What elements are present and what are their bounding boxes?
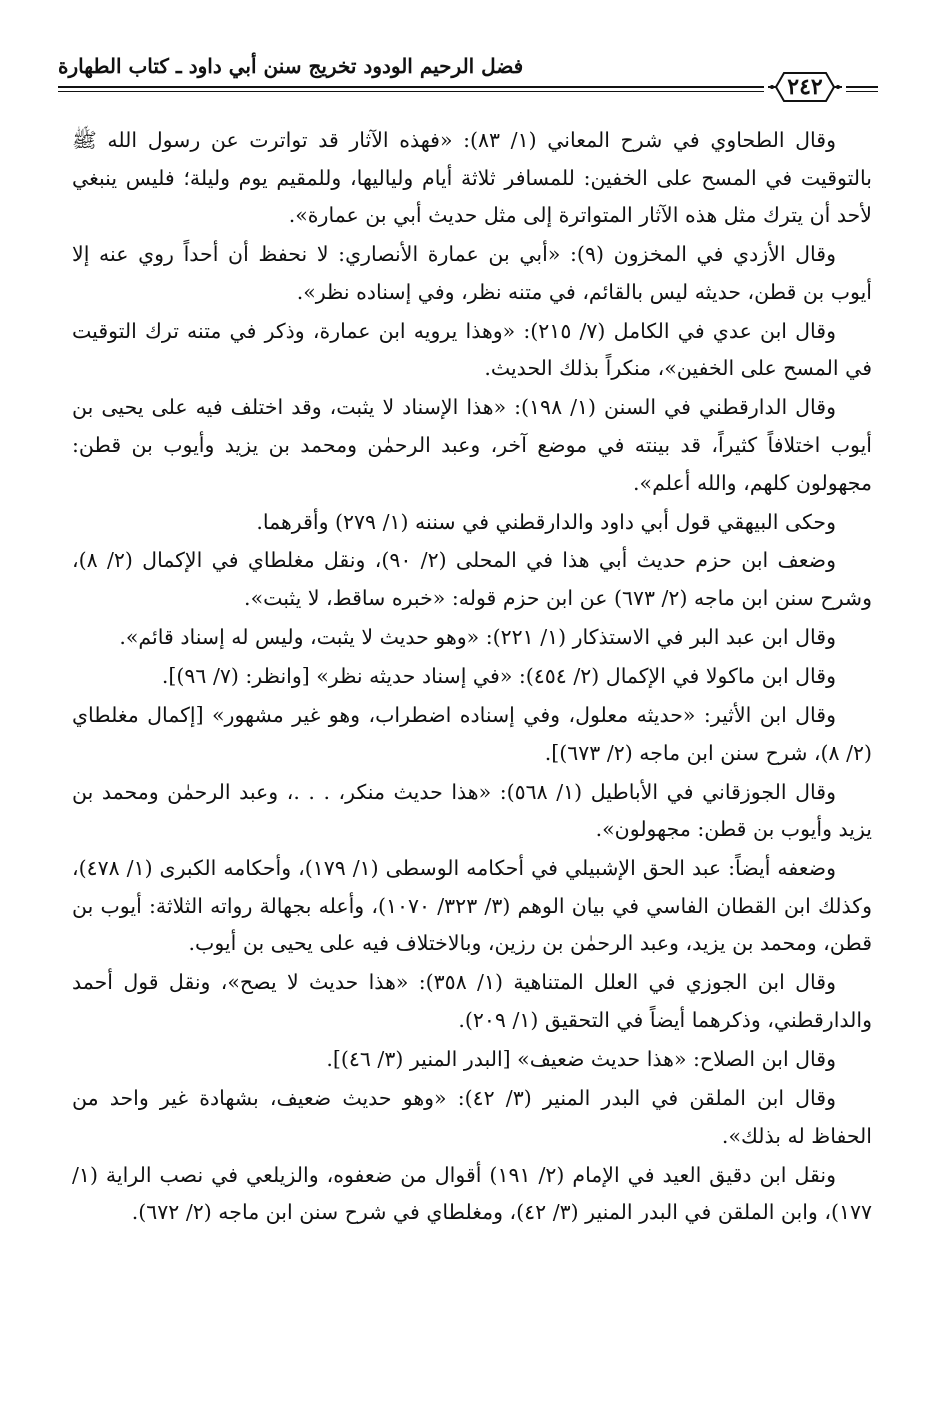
paragraph-7: وقال ابن عبد البر في الاستذكار (١/ ٢٢١): «وهو حديث لا يثبت، وليس له إسناد قائم». [119, 625, 836, 650]
page-number-ornament [768, 70, 842, 104]
page-number: ٢٤٢ [787, 74, 823, 100]
header-rule-tail [846, 86, 878, 88]
running-title: فضل الرحيم الودود تخريج سنن أبي داود ـ كتاب الطهارة [58, 54, 524, 78]
paragraph-2: وقال الأزدي في المخزون (٩): «أبي بن عمارة الأنصاري: لا نحفظ أن أحداً روي عنه إلا أيوب بن قطن، حديثه ليس بالقائم، في متنه نظر، وفي إسناده نظر». [72, 242, 872, 304]
header-rule-bottom [58, 91, 764, 92]
header-rule-top [58, 86, 764, 88]
page-header [58, 46, 878, 106]
paragraph-10: وقال الجوزقاني في الأباطيل (١/ ٥٦٨): «هذا حديث منكر، . . .، وعبد الرحمٰن ومحمد بن يزيد وأيوب بن قطن: مجهولون». [72, 779, 872, 842]
paragraph-4: وقال الدارقطني في السنن (١/ ١٩٨): «هذا الإسناد لا يثبت، وقد اختلف فيه على يحيى بن أيوب اختلافاً كثيراً، قد بينته في موضع آخر، وعبد الرحمٰن ومحمد بن يزيد وأيوب بن قطن: مجهولون كلهم، والله أعلم». [72, 395, 872, 495]
paragraph-9: وقال ابن الأثير: «حديثه معلول، وفي إسناده اضطراب، وهو غير مشهور» [إكمال مغلطاي (٢/ ٨)، شرح سنن ابن ماجه (٢/ ٦٧٣)]. [72, 703, 872, 765]
paragraph-1: وقال الطحاوي في شرح المعاني (١/ ٨٣): «فهذه الآثار قد تواترت عن رسول الله ﷺ بالتوقيت في المسح على الخفين: للمسافر ثلاثة أيام ولياليها، وللمقيم يوم وليلة؛ فليس ينبغي لأحد أن يترك مثل هذه الآثار المتواترة إلى مثل حديث أبي بن عمارة». [72, 128, 872, 228]
paragraph-8: وقال ابن ماكولا في الإكمال (٢/ ٤٥٤): «في إسناد حديثه نظر» [وانظر: (٧/ ٩٦)]. [161, 664, 836, 689]
paragraph-15: ونقل ابن دقيق العيد في الإمام (٢/ ١٩١) أقوال من ضعفوه، والزيلعي في نصب الراية (١/ ١٧٧)، وابن الملقن في البدر المنير (٣/ ٤٢)، ومغلطاي في شرح سنن ابن ماجه (٢/ ٦٧٢). [72, 1162, 872, 1225]
paragraph-3: وقال ابن عدي في الكامل (٧/ ٢١٥): «وهذا يرويه ابن عمارة، وذكر في متنه ترك التوقيت في المسح على الخفين»، منكراً بذلك الحديث. [72, 318, 872, 381]
paragraph-11: وضعفه أيضاً: عبد الحق الإشبيلي في أحكامه الوسطى (١/ ١٧٩)، وأحكامه الكبرى (١/ ٤٧٨)، وكذلك ابن القطان الفاسي في بيان الوهم (٣/ ٣٢٣/ ١٠٧٠)، وأعله بجهالة رواته الثلاثة: أيوب بن قطن، ومحمد بن يزيد، وعبد الرحمٰن بن رزين، وبالاختلاف فيه على يحيى بن أيوب. [72, 856, 872, 956]
paragraph-14: وقال ابن الملقن في البدر المنير (٣/ ٤٢): «وهو حديث ضعيف، بشهادة غير واحد من الحفاظ له بذلك». [72, 1085, 872, 1148]
paragraph-6: وضعف ابن حزم حديث أبي هذا في المحلى (٢/ ٩٠)، ونقل مغلطاي في الإكمال (٢/ ٨)، وشرح سنن ابن ماجه (٢/ ٦٧٣) عن ابن حزم قوله: «خبره ساقط، لا يثبت». [72, 548, 872, 611]
paragraph-13: وقال ابن الصلاح: «هذا حديث ضعيف» [البدر المنير (٣/ ٤٦)]. [326, 1046, 836, 1071]
header-rule-tail-thin [846, 91, 878, 92]
paragraph-5: وحكى البيهقي قول أبي داود والدارقطني في سننه (١/ ٢٧٩) وأقرهما. [256, 509, 836, 534]
page-body [72, 122, 872, 1233]
paragraph-12: وقال ابن الجوزي في العلل المتناهية (١/ ٣٥٨): «هذا حديث لا يصح»، ونقل قول أحمد والدارقطني، وذكرهما أيضاً في التحقيق (١/ ٢٠٩). [72, 970, 872, 1032]
